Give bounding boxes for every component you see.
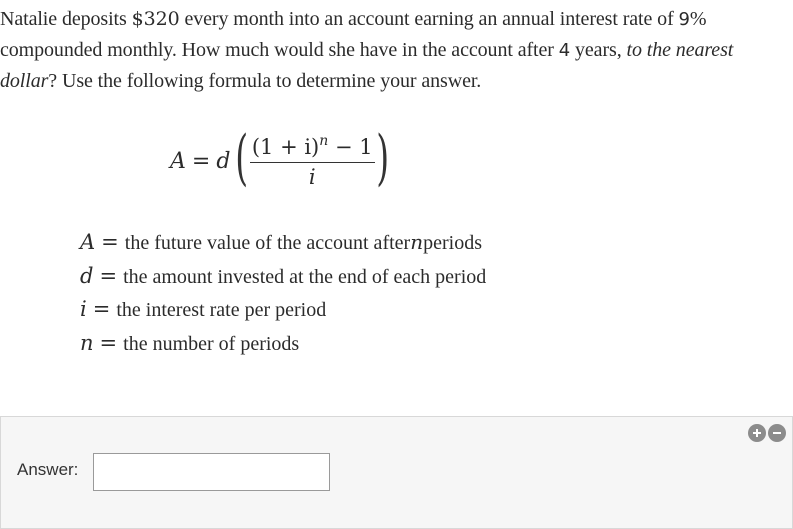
plus-circle-icon[interactable]	[748, 424, 766, 442]
definition-symbol: n	[80, 330, 94, 355]
years-number: 4	[558, 40, 571, 61]
answer-input[interactable]	[93, 453, 330, 491]
definition-row	[80, 226, 486, 260]
numerator-base: (1 + i)	[251, 135, 320, 159]
interest-rate-number: 9	[678, 9, 690, 30]
definition-symbol: i	[80, 297, 87, 321]
minus-glyph	[772, 428, 782, 438]
annuity-formula	[170, 123, 394, 196]
definition-text: the amount invested at the end of each period	[123, 265, 487, 288]
definition-row	[80, 260, 486, 294]
definition-text-after: periods	[423, 232, 482, 254]
answer-label: Answer:	[17, 460, 79, 479]
answer-panel	[0, 416, 793, 529]
minus-circle-icon[interactable]	[768, 424, 786, 442]
question-text-part: Natalie deposits	[0, 8, 132, 30]
zoom-controls	[748, 424, 786, 442]
definition-text: the interest rate per period	[116, 299, 327, 321]
plus-glyph	[752, 428, 762, 438]
deposit-amount: $320	[131, 8, 180, 30]
definition-equals: =	[101, 230, 119, 254]
numerator-exponent: n	[319, 133, 329, 149]
definition-equals: =	[99, 263, 118, 288]
question-text-part: % compounded monthly. How much would she have in the account after	[0, 8, 707, 61]
variable-definitions	[80, 226, 486, 360]
definition-symbol: A	[80, 230, 96, 254]
numerator-tail: − 1	[328, 135, 373, 159]
definition-text: the number of periods	[123, 332, 300, 355]
formula-lhs: A	[170, 148, 186, 174]
definition-inline-var: n	[410, 230, 424, 254]
formula-equals: =	[191, 148, 211, 174]
emphasis-text: to the nearest dollar	[0, 39, 734, 92]
definition-symbol: d	[80, 263, 94, 288]
formula-left-paren: (	[235, 123, 249, 193]
formula-numerator	[250, 133, 375, 163]
question-text-part: ? Use the following formula to determine your answer.	[48, 70, 482, 92]
definition-text: the future value of the account after	[124, 232, 411, 254]
definition-row	[80, 293, 486, 327]
question-text-part: every month into an account earning an annual interest rate of	[179, 8, 679, 30]
question-text-part: years,	[570, 39, 627, 61]
formula-fraction	[250, 133, 375, 189]
formula-denominator: i	[308, 165, 316, 189]
formula-right-paren: )	[375, 123, 389, 193]
formula-factor: d	[216, 148, 231, 174]
definition-row	[80, 327, 486, 361]
definition-equals: =	[92, 297, 111, 321]
definition-equals: =	[99, 330, 118, 355]
question-text	[0, 4, 793, 96]
